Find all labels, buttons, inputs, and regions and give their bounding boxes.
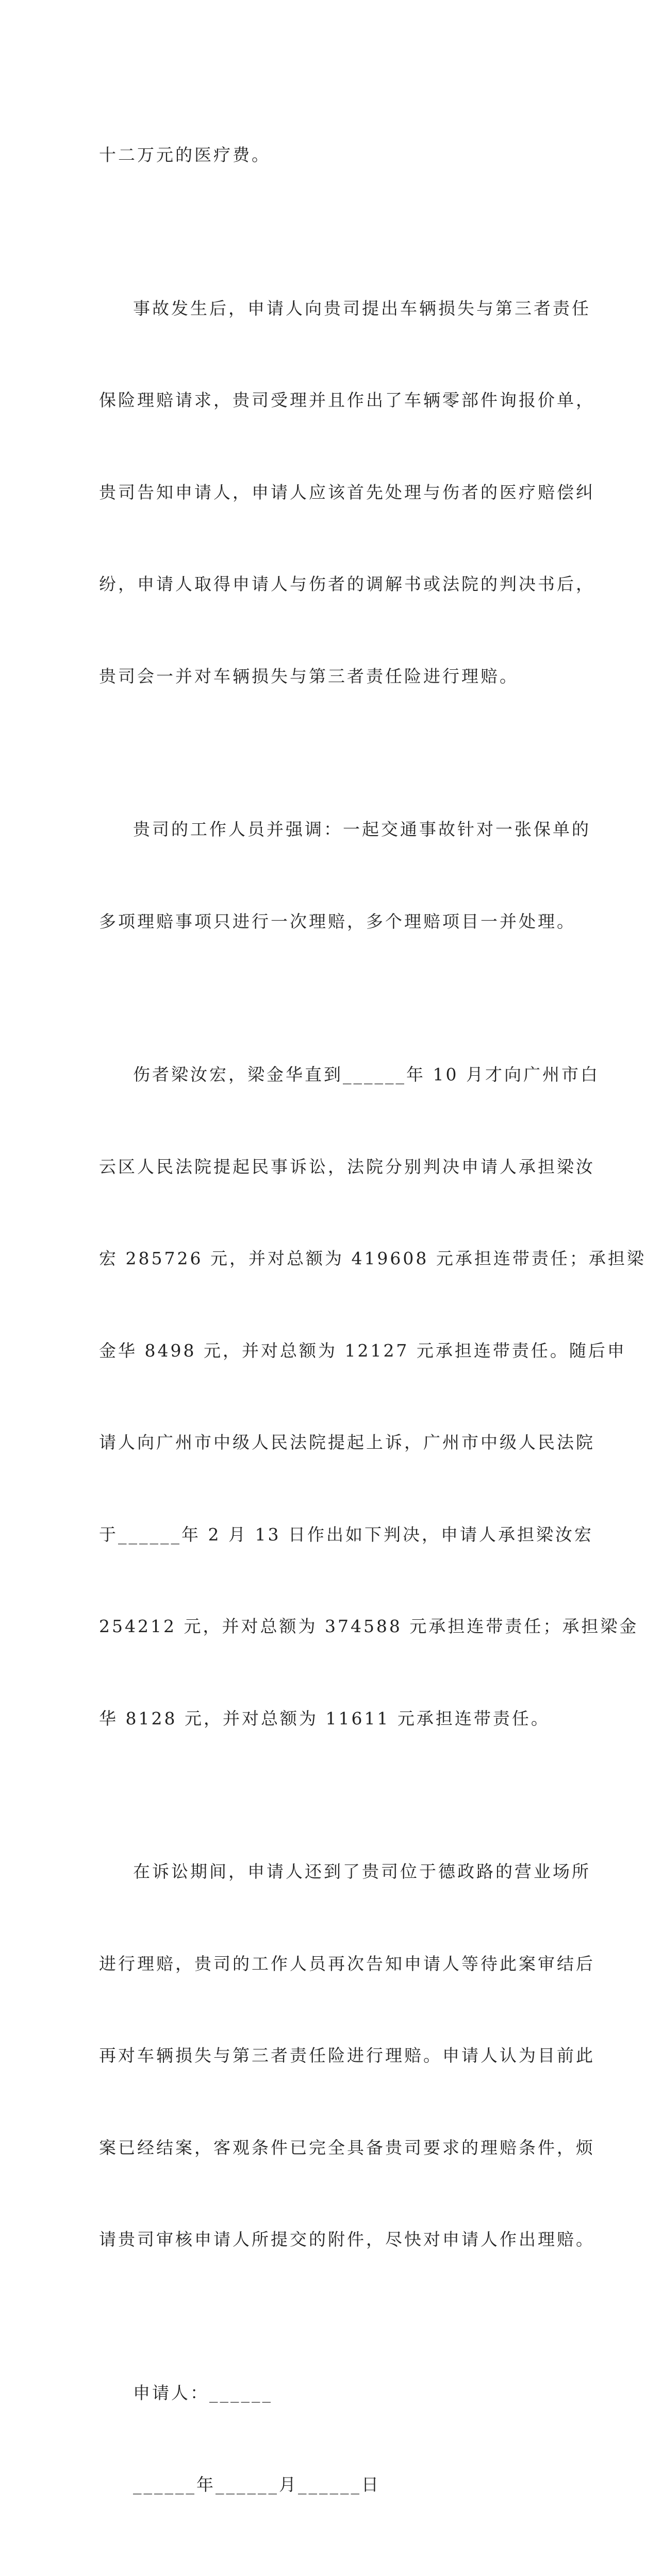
text-line: 贵司的工作人员并强调：一起交通事故针对一张保单的 xyxy=(99,814,542,845)
text-line: 请贵司审核申请人所提交的附件，尽快对申请人作出理赔。 xyxy=(99,2224,542,2255)
applicant-signature: 申请人：______ xyxy=(99,2378,542,2409)
paragraph-1 xyxy=(99,78,542,232)
text-line: 保险理赔请求，贵司受理并且作出了车辆零部件询报价单， xyxy=(99,385,542,416)
text-line: 多项理赔事项只进行一次理赔，多个理赔项目一并处理。 xyxy=(99,906,542,937)
text-line: 宏 285726 元，并对总额为 419608 元承担连带责任；承担梁 xyxy=(99,1243,542,1274)
next-section-title xyxy=(99,2562,542,2576)
signature-date: ______年______月______日 xyxy=(99,2469,542,2500)
text-line: 再对车辆损失与第三者责任险进行理赔。申请人认为目前此 xyxy=(99,2040,542,2071)
text-line: 254212 元，并对总额为 374588 元承担连带责任；承担梁金 xyxy=(99,1611,542,1642)
document-page xyxy=(0,0,640,904)
text-line: 云区人民法院提起民事诉讼，法院分别判决申请人承担梁汝 xyxy=(99,1151,542,1182)
text-line: 于______年 2 月 13 日作出如下判决，申请人承担梁汝宏 xyxy=(99,1519,542,1550)
paragraph-5 xyxy=(99,1795,542,2316)
paragraph-4 xyxy=(99,998,542,1795)
text-line: 事故发生后，申请人向贵司提出车辆损失与第三者责任 xyxy=(99,293,542,324)
text-line: 伤者梁汝宏，梁金华直到______年 10 月才向广州市白 xyxy=(99,1059,542,1090)
text-line: 进行理赔，贵司的工作人员再次告知申请人等待此案审结后 xyxy=(99,1948,542,1979)
text-line: 十二万元的医疗费。 xyxy=(99,140,542,171)
text-line: 纷，申请人取得申请人与伤者的调解书或法院的判决书后， xyxy=(99,569,542,600)
text-line: 金华 8498 元，并对总额为 12127 元承担连带责任。随后申 xyxy=(99,1335,542,1366)
text-line: 贵司会一并对车辆损失与第三者责任险进行理赔。 xyxy=(99,661,542,692)
text-line: 在诉讼期间，申请人还到了贵司位于德政路的营业场所 xyxy=(99,1856,542,1887)
text-line: 请人向广州市中级人民法院提起上诉，广州市中级人民法院 xyxy=(99,1427,542,1458)
paragraph-2 xyxy=(99,232,542,753)
text-line: 案已经结案，客观条件已完全具备贵司要求的理赔条件，烦 xyxy=(99,2132,542,2163)
text-line: 贵司告知申请人，申请人应该首先处理与伤者的医疗赔偿纠 xyxy=(99,477,542,508)
text-line: 华 8128 元，并对总额为 11611 元承担连带责任。 xyxy=(99,1703,542,1734)
paragraph-3 xyxy=(99,753,542,998)
signature-block xyxy=(99,2316,542,2562)
document-body xyxy=(99,78,542,2576)
